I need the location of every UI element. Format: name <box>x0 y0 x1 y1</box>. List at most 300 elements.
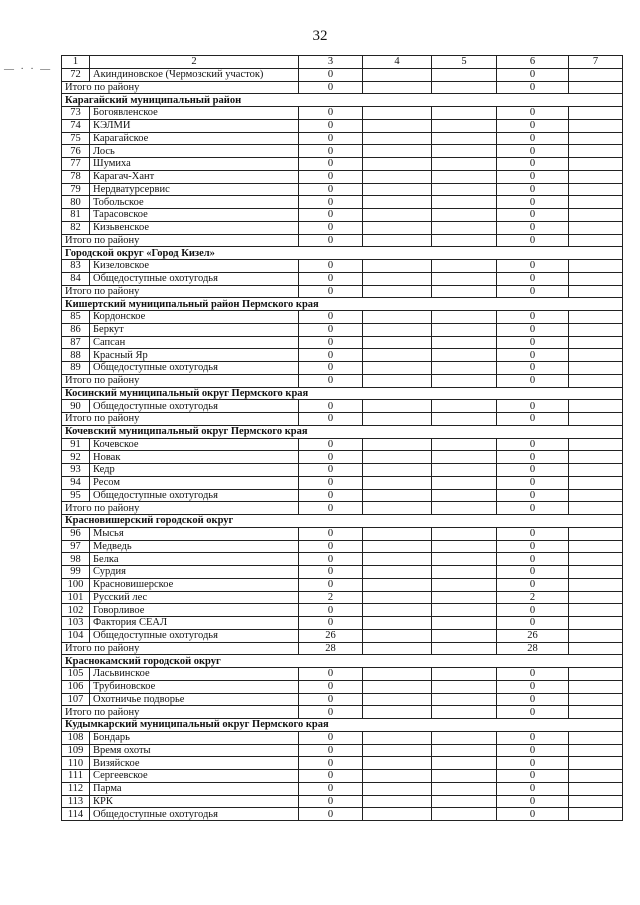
column-3-cell: 0 <box>299 221 363 234</box>
hunting-ground-name-cell: Карагач-Хант <box>90 170 299 183</box>
column-7-cell <box>569 629 623 642</box>
column-3-cell: 0 <box>299 362 363 375</box>
row-number-cell: 98 <box>62 553 90 566</box>
column-5-cell <box>432 489 497 502</box>
hunting-ground-name-cell: Беркут <box>90 323 299 336</box>
column-3-cell: 0 <box>299 285 363 298</box>
hunting-ground-name-cell: Акиндиновское (Чермозский участок) <box>90 68 299 81</box>
column-5-cell <box>432 221 497 234</box>
column-6-cell: 0 <box>497 285 569 298</box>
column-3-cell: 0 <box>299 374 363 387</box>
column-3-cell: 0 <box>299 744 363 757</box>
column-4-cell <box>363 744 432 757</box>
column-7-cell <box>569 336 623 349</box>
hunting-ground-name-cell: Кизеловское <box>90 260 299 273</box>
column-7-cell <box>569 183 623 196</box>
row-number-cell: 97 <box>62 540 90 553</box>
row-number-cell: 84 <box>62 272 90 285</box>
column-3-cell: 0 <box>299 757 363 770</box>
column-6-cell: 26 <box>497 629 569 642</box>
column-6-cell: 0 <box>497 578 569 591</box>
hunting-ground-name-cell: Шумиха <box>90 158 299 171</box>
column-4-cell <box>363 795 432 808</box>
column-6-cell: 0 <box>497 107 569 120</box>
hunting-ground-name-cell: Кочевское <box>90 438 299 451</box>
column-5-cell <box>432 553 497 566</box>
hunting-ground-name-cell: Общедоступные охотугодья <box>90 400 299 413</box>
district-title: Городской округ «Город Кизел» <box>62 247 623 260</box>
row-number-cell: 83 <box>62 260 90 273</box>
column-6-cell: 0 <box>497 795 569 808</box>
column-4-cell <box>363 770 432 783</box>
column-7-cell <box>569 527 623 540</box>
table-row <box>62 145 623 158</box>
column-5-cell <box>432 731 497 744</box>
column-4-cell <box>363 464 432 477</box>
hunting-ground-name-cell: Сергеевское <box>90 770 299 783</box>
district-total-row <box>62 502 623 515</box>
table-row <box>62 183 623 196</box>
column-7-cell <box>569 476 623 489</box>
column-6-cell: 0 <box>497 158 569 171</box>
column-5-cell <box>432 502 497 515</box>
column-3-cell: 0 <box>299 808 363 821</box>
hunting-ground-name-cell: Говорливое <box>90 604 299 617</box>
column-5-cell <box>432 132 497 145</box>
header-cell: 2 <box>90 56 299 69</box>
column-7-cell <box>569 604 623 617</box>
column-6-cell: 0 <box>497 566 569 579</box>
hunting-ground-name-cell: Общедоступные охотугодья <box>90 629 299 642</box>
column-4-cell <box>363 808 432 821</box>
column-6-cell: 0 <box>497 221 569 234</box>
table-row <box>62 578 623 591</box>
column-4-cell <box>363 285 432 298</box>
column-6-cell: 0 <box>497 68 569 81</box>
column-6-cell: 0 <box>497 132 569 145</box>
column-3-cell: 0 <box>299 323 363 336</box>
column-3-cell: 0 <box>299 795 363 808</box>
column-3-cell: 0 <box>299 489 363 502</box>
column-7-cell <box>569 731 623 744</box>
hunting-ground-name-cell: КЭЛМИ <box>90 119 299 132</box>
column-4-cell <box>363 183 432 196</box>
district-total-row <box>62 285 623 298</box>
column-7-cell <box>569 221 623 234</box>
district-title: Кочевский муниципальный округ Пермского края <box>62 425 623 438</box>
hunting-ground-name-cell: Новак <box>90 451 299 464</box>
row-number-cell: 77 <box>62 158 90 171</box>
column-4-cell <box>363 145 432 158</box>
table-row <box>62 770 623 783</box>
hunting-ground-name-cell: Фактория СЕАЛ <box>90 617 299 630</box>
column-7-cell <box>569 464 623 477</box>
column-7-cell <box>569 489 623 502</box>
column-6-cell: 0 <box>497 374 569 387</box>
column-7-cell <box>569 132 623 145</box>
row-number-cell: 86 <box>62 323 90 336</box>
row-number-cell: 79 <box>62 183 90 196</box>
column-3-cell: 0 <box>299 706 363 719</box>
column-7-cell <box>569 757 623 770</box>
table-header-row <box>62 56 623 69</box>
column-6-cell: 0 <box>497 336 569 349</box>
column-7-cell <box>569 668 623 681</box>
column-6-cell: 0 <box>497 362 569 375</box>
column-7-cell <box>569 744 623 757</box>
column-7-cell <box>569 209 623 222</box>
column-7-cell <box>569 680 623 693</box>
district-section-row <box>62 387 623 400</box>
column-4-cell <box>363 502 432 515</box>
column-4-cell <box>363 757 432 770</box>
column-3-cell: 0 <box>299 770 363 783</box>
column-7-cell <box>569 107 623 120</box>
column-7-cell <box>569 158 623 171</box>
district-total-label: Итого по району <box>62 642 299 655</box>
hunting-ground-name-cell: Сапсан <box>90 336 299 349</box>
hunting-ground-name-cell: Тарасовское <box>90 209 299 222</box>
row-number-cell: 90 <box>62 400 90 413</box>
column-5-cell <box>432 770 497 783</box>
column-6-cell: 0 <box>497 272 569 285</box>
column-4-cell <box>363 336 432 349</box>
column-3-cell: 0 <box>299 81 363 94</box>
column-5-cell <box>432 362 497 375</box>
column-6-cell: 0 <box>497 527 569 540</box>
row-number-cell: 74 <box>62 119 90 132</box>
column-5-cell <box>432 464 497 477</box>
hunting-ground-name-cell: Тобольское <box>90 196 299 209</box>
header-cell: 6 <box>497 56 569 69</box>
table-row <box>62 476 623 489</box>
row-number-cell: 75 <box>62 132 90 145</box>
row-number-cell: 95 <box>62 489 90 502</box>
column-7-cell <box>569 413 623 426</box>
row-number-cell: 110 <box>62 757 90 770</box>
column-4-cell <box>363 553 432 566</box>
header-cell: 1 <box>62 56 90 69</box>
table-row <box>62 489 623 502</box>
column-7-cell <box>569 145 623 158</box>
column-7-cell <box>569 502 623 515</box>
column-4-cell <box>363 221 432 234</box>
column-4-cell <box>363 400 432 413</box>
column-6-cell: 0 <box>497 668 569 681</box>
column-5-cell <box>432 158 497 171</box>
column-4-cell <box>363 566 432 579</box>
column-5-cell <box>432 170 497 183</box>
column-6-cell: 0 <box>497 209 569 222</box>
column-4-cell <box>363 68 432 81</box>
row-number-cell: 91 <box>62 438 90 451</box>
column-3-cell: 0 <box>299 132 363 145</box>
district-total-label: Итого по району <box>62 81 299 94</box>
column-7-cell <box>569 553 623 566</box>
column-5-cell <box>432 604 497 617</box>
row-number-cell: 73 <box>62 107 90 120</box>
column-5-cell <box>432 757 497 770</box>
district-total-row <box>62 81 623 94</box>
column-3-cell: 0 <box>299 476 363 489</box>
column-4-cell <box>363 323 432 336</box>
column-5-cell <box>432 285 497 298</box>
column-5-cell <box>432 234 497 247</box>
column-4-cell <box>363 132 432 145</box>
table-row <box>62 629 623 642</box>
table-row <box>62 221 623 234</box>
column-6-cell: 0 <box>497 604 569 617</box>
column-6-cell: 0 <box>497 770 569 783</box>
column-3-cell: 0 <box>299 119 363 132</box>
hunting-ground-name-cell: Бондарь <box>90 731 299 744</box>
column-3-cell: 0 <box>299 413 363 426</box>
hunting-ground-name-cell: Кедр <box>90 464 299 477</box>
column-7-cell <box>569 591 623 604</box>
row-number-cell: 107 <box>62 693 90 706</box>
district-section-row <box>62 515 623 528</box>
row-number-cell: 80 <box>62 196 90 209</box>
column-7-cell <box>569 400 623 413</box>
hunting-ground-name-cell: Ресом <box>90 476 299 489</box>
district-total-row <box>62 234 623 247</box>
district-title: Краснокамский городской округ <box>62 655 623 668</box>
hunting-ground-name-cell: Белка <box>90 553 299 566</box>
column-6-cell: 0 <box>497 553 569 566</box>
column-4-cell <box>363 617 432 630</box>
row-number-cell: 101 <box>62 591 90 604</box>
column-4-cell <box>363 693 432 706</box>
column-4-cell <box>363 476 432 489</box>
column-4-cell <box>363 234 432 247</box>
table-row <box>62 782 623 795</box>
table-row <box>62 362 623 375</box>
hunting-ground-name-cell: Мысья <box>90 527 299 540</box>
column-6-cell: 0 <box>497 119 569 132</box>
column-4-cell <box>363 438 432 451</box>
column-7-cell <box>569 566 623 579</box>
column-5-cell <box>432 145 497 158</box>
table-row <box>62 209 623 222</box>
table-row <box>62 158 623 171</box>
column-7-cell <box>569 693 623 706</box>
column-3-cell: 0 <box>299 107 363 120</box>
column-7-cell <box>569 170 623 183</box>
column-4-cell <box>363 272 432 285</box>
column-3-cell: 0 <box>299 553 363 566</box>
hunting-ground-name-cell: Карагайское <box>90 132 299 145</box>
table-row <box>62 260 623 273</box>
column-6-cell: 0 <box>497 476 569 489</box>
column-5-cell <box>432 578 497 591</box>
table-row <box>62 527 623 540</box>
header-cell: 3 <box>299 56 363 69</box>
column-3-cell: 0 <box>299 527 363 540</box>
column-3-cell: 0 <box>299 578 363 591</box>
column-5-cell <box>432 591 497 604</box>
column-5-cell <box>432 566 497 579</box>
column-5-cell <box>432 183 497 196</box>
column-4-cell <box>363 604 432 617</box>
district-section-row <box>62 719 623 732</box>
column-3-cell: 0 <box>299 209 363 222</box>
row-number-cell: 106 <box>62 680 90 693</box>
column-3-cell: 28 <box>299 642 363 655</box>
column-3-cell: 0 <box>299 336 363 349</box>
column-5-cell <box>432 400 497 413</box>
row-number-cell: 105 <box>62 668 90 681</box>
column-7-cell <box>569 260 623 273</box>
hunting-ground-name-cell: Красный Яр <box>90 349 299 362</box>
column-5-cell <box>432 808 497 821</box>
row-number-cell: 82 <box>62 221 90 234</box>
row-number-cell: 113 <box>62 795 90 808</box>
hunting-ground-name-cell: Парма <box>90 782 299 795</box>
column-5-cell <box>432 540 497 553</box>
row-number-cell: 109 <box>62 744 90 757</box>
table-row <box>62 591 623 604</box>
column-6-cell: 0 <box>497 311 569 324</box>
table-row <box>62 744 623 757</box>
column-7-cell <box>569 782 623 795</box>
table-row <box>62 731 623 744</box>
column-4-cell <box>363 489 432 502</box>
row-number-cell: 99 <box>62 566 90 579</box>
district-total-row <box>62 642 623 655</box>
row-number-cell: 72 <box>62 68 90 81</box>
table-row <box>62 540 623 553</box>
table-row <box>62 795 623 808</box>
row-number-cell: 103 <box>62 617 90 630</box>
column-7-cell <box>569 706 623 719</box>
district-title: Красновишерский городской округ <box>62 515 623 528</box>
hunting-ground-name-cell: Общедоступные охотугодья <box>90 272 299 285</box>
column-4-cell <box>363 209 432 222</box>
table-row <box>62 668 623 681</box>
district-section-row <box>62 247 623 260</box>
table-row <box>62 553 623 566</box>
column-3-cell: 0 <box>299 668 363 681</box>
row-number-cell: 104 <box>62 629 90 642</box>
column-5-cell <box>432 668 497 681</box>
page-number: 32 <box>312 28 328 44</box>
district-total-row <box>62 706 623 719</box>
column-5-cell <box>432 68 497 81</box>
table-row <box>62 680 623 693</box>
hunting-ground-name-cell: Лось <box>90 145 299 158</box>
column-5-cell <box>432 119 497 132</box>
column-5-cell <box>432 209 497 222</box>
column-4-cell <box>363 196 432 209</box>
column-3-cell: 0 <box>299 782 363 795</box>
hunting-ground-name-cell: КРК <box>90 795 299 808</box>
column-6-cell: 28 <box>497 642 569 655</box>
column-7-cell <box>569 540 623 553</box>
column-5-cell <box>432 617 497 630</box>
row-number-cell: 102 <box>62 604 90 617</box>
column-5-cell <box>432 311 497 324</box>
column-4-cell <box>363 680 432 693</box>
column-7-cell <box>569 578 623 591</box>
district-total-label: Итого по району <box>62 502 299 515</box>
column-4-cell <box>363 81 432 94</box>
column-6-cell: 0 <box>497 731 569 744</box>
column-5-cell <box>432 744 497 757</box>
column-3-cell: 0 <box>299 145 363 158</box>
table-row <box>62 107 623 120</box>
column-3-cell: 0 <box>299 540 363 553</box>
column-7-cell <box>569 438 623 451</box>
district-total-label: Итого по району <box>62 706 299 719</box>
column-3-cell: 0 <box>299 158 363 171</box>
table-row <box>62 451 623 464</box>
column-6-cell: 0 <box>497 234 569 247</box>
column-5-cell <box>432 336 497 349</box>
column-3-cell: 0 <box>299 693 363 706</box>
column-3-cell: 26 <box>299 629 363 642</box>
row-number-cell: 111 <box>62 770 90 783</box>
column-3-cell: 0 <box>299 604 363 617</box>
column-3-cell: 0 <box>299 272 363 285</box>
hunting-ground-name-cell: Богоявленское <box>90 107 299 120</box>
margin-mark: — · · — <box>4 64 53 75</box>
hunting-ground-name-cell: Визяйское <box>90 757 299 770</box>
column-4-cell <box>363 107 432 120</box>
column-6-cell: 0 <box>497 540 569 553</box>
row-number-cell: 89 <box>62 362 90 375</box>
row-number-cell: 81 <box>62 209 90 222</box>
column-5-cell <box>432 349 497 362</box>
column-4-cell <box>363 782 432 795</box>
column-7-cell <box>569 323 623 336</box>
column-7-cell <box>569 362 623 375</box>
table-row <box>62 693 623 706</box>
column-4-cell <box>363 629 432 642</box>
column-4-cell <box>363 170 432 183</box>
table-row <box>62 68 623 81</box>
column-5-cell <box>432 706 497 719</box>
row-number-cell: 78 <box>62 170 90 183</box>
district-section-row <box>62 298 623 311</box>
column-5-cell <box>432 795 497 808</box>
column-3-cell: 0 <box>299 502 363 515</box>
column-6-cell: 0 <box>497 808 569 821</box>
column-5-cell <box>432 374 497 387</box>
row-number-cell: 87 <box>62 336 90 349</box>
column-6-cell: 2 <box>497 591 569 604</box>
district-section-row <box>62 655 623 668</box>
hunting-ground-name-cell: Общедоступные охотугодья <box>90 808 299 821</box>
column-3-cell: 0 <box>299 464 363 477</box>
row-number-cell: 114 <box>62 808 90 821</box>
column-4-cell <box>363 119 432 132</box>
column-6-cell: 0 <box>497 782 569 795</box>
table-row <box>62 757 623 770</box>
column-4-cell <box>363 260 432 273</box>
district-title: Кишертский муниципальный район Пермского края <box>62 298 623 311</box>
column-4-cell <box>363 374 432 387</box>
row-number-cell: 108 <box>62 731 90 744</box>
column-4-cell <box>363 527 432 540</box>
column-3-cell: 0 <box>299 400 363 413</box>
column-7-cell <box>569 81 623 94</box>
column-7-cell <box>569 272 623 285</box>
table-row <box>62 170 623 183</box>
column-6-cell: 0 <box>497 693 569 706</box>
column-4-cell <box>363 158 432 171</box>
column-6-cell: 0 <box>497 413 569 426</box>
column-6-cell: 0 <box>497 196 569 209</box>
